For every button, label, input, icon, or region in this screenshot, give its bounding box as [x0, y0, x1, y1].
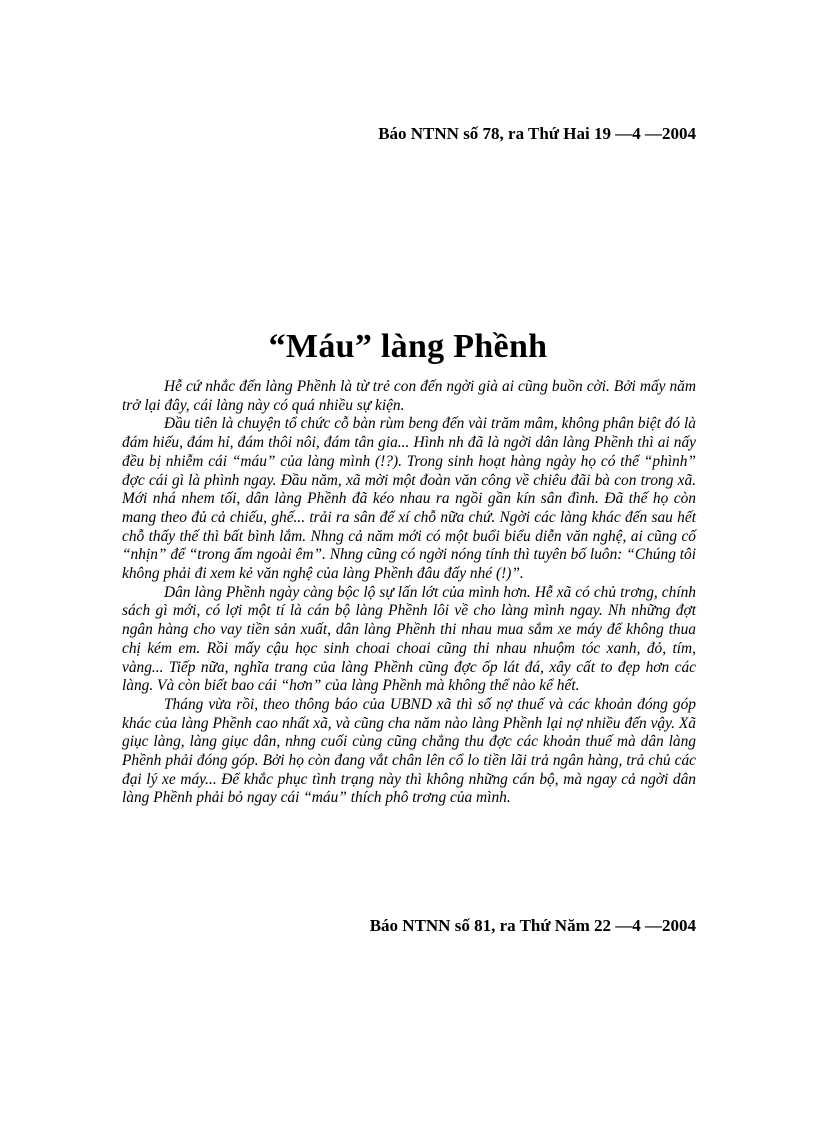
article-paragraph-4: Tháng vừa rồi, theo thông báo của UBND xã thì số nợ thuế và các khoản đóng góp khác của làng Phềnh cao nhất xã, và cũng cha năm nào làng Phềnh lại nợ nhiều đến vậy. Xã giục làng, làng giục dân, nhng cuối cùng cũng chẳng thu đợc các khoản thuế mà dân làng Phềnh phải đóng góp. Bởi họ còn đang vắt chân lên cổ lo tiền lãi trả ngân hàng, trả chủ các đại lý xe máy... Để khắc phục tình trạng này thì không những cán bộ, mà ngay cả ngời dân làng Phềnh phải bỏ ngay cái “máu” thích phô trơng của mình. [122, 695, 696, 807]
article-title: “Máu” làng Phềnh [268, 328, 548, 365]
article-body [122, 378, 696, 808]
article-paragraph-2: Đầu tiên là chuyện tổ chức cỗ bàn rùm beng đến vài trăm mâm, không phân biệt đó là đám hiếu, đám hỉ, đám thôi nôi, đám tân gia... Hình nh đã là ngời dân làng Phềnh thì ai nấy đều bị nhiễm cái “máu” của làng mình (!?). Trong sinh hoạt hàng ngày họ có thể “phình” đợc cái gì là phình ngay. Đầu năm, xã mời một đoàn văn công về chiêu đãi bà con trong xã. Mới nhá nhem tối, dân làng Phềnh đã kéo nhau ra ngồi gần kín sân đình. Đã thế họ còn mang theo đủ cả chiếu, ghế... trải ra sân để xí chỗ nữa chứ. Ngời các làng khác đến sau hết chỗ thấy thế thì bất bình lắm. Nhng cả năm mới có một buổi biểu diễn văn nghệ, ai cũng cố “nhịn” để “trong ấm ngoài êm”. Nhng cũng có ngời nóng tính thì tuyên bố luôn: “Chúng tôi không phải đi xem kẻ văn nghệ của làng Phềnh đâu đấy nhé (!)”. [122, 415, 696, 583]
source-citation-top: Báo NTNN số 78, ra Thứ Hai 19 —4 —2004 [378, 124, 696, 143]
source-citation-bottom: Báo NTNN số 81, ra Thứ Năm 22 —4 —2004 [369, 916, 696, 935]
article-paragraph-3: Dân làng Phềnh ngày càng bộc lộ sự lấn lớt của mình hơn. Hễ xã có chủ trơng, chính sách gì mới, có lợi một tí là cán bộ làng Phềnh lôi về cho làng mình ngay. Nh những đợt ngân hàng cho vay tiền sản xuất, dân làng Phềnh thi nhau mua sắm xe máy để không thua chị kém em. Rồi mấy cậu học sinh choai choai cũng thi nhau nhuộm tóc xanh, đỏ, tím, vàng... Tiếp nữa, nghĩa trang của làng Phềnh cũng đợc ốp lát đá, xây cất to đẹp hơn các làng. Và còn biết bao cái “hơn” của làng Phềnh mà không thể nào kể hết. [122, 583, 696, 695]
article-paragraph-1: Hễ cứ nhắc đến làng Phềnh là từ trẻ con đến ngời già ai cũng buồn cời. Bởi mấy năm trở lại đây, cái làng này có quá nhiều sự kiện. [122, 378, 696, 414]
